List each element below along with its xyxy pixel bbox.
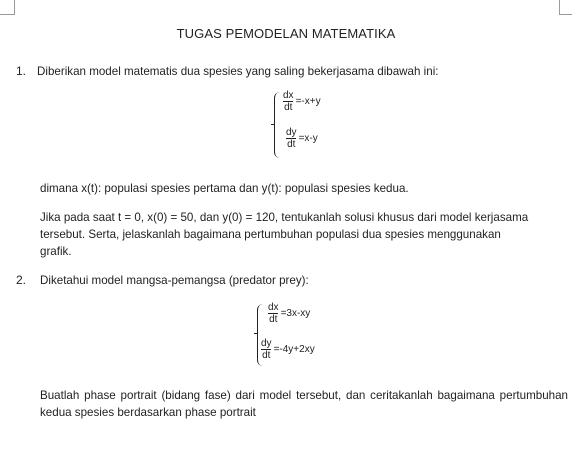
equation-rhs: =3x-xy	[280, 308, 311, 319]
fraction	[285, 127, 298, 150]
question-2-intro: Diketahui model mangsa-pemangsa (predator prey):	[40, 274, 309, 287]
denominator: dt	[262, 350, 271, 361]
crop-mark-top-right	[560, 14, 572, 15]
question-2-equation-system	[257, 302, 367, 368]
document-title: TUGAS PEMODELAN MATEMATIKA	[176, 26, 396, 41]
denominator: dt	[269, 314, 278, 325]
equation-dx-dt	[282, 90, 321, 113]
fraction	[260, 338, 273, 361]
crop-mark-top-right-vertical	[559, 0, 560, 15]
question-1-number: 1.	[16, 64, 27, 78]
fraction	[282, 90, 295, 113]
question-2-number: 2.	[16, 273, 27, 287]
crop-mark-top-left	[0, 14, 14, 15]
question-1-definition: dimana x(t): populasi spesies pertama dan y(t): populasi spesies kedua.	[40, 182, 409, 195]
denominator: dt	[287, 139, 296, 150]
equation-rhs: =-4y+2xy	[273, 344, 315, 355]
question-1-equation-system	[274, 90, 354, 160]
equation-dy-dt	[260, 338, 315, 361]
equation-rhs: =-x+y	[295, 96, 321, 107]
brace-tip	[254, 333, 257, 334]
equation-rhs: =x-y	[298, 133, 318, 144]
equation-dx-dt	[267, 302, 310, 325]
question-2-task: Buatlah phase portrait (bidang fase) dari model tersebut, dan ceritakanlah bagaimana pertumbuhan kedua spesies berdasarkan phase portrait	[40, 389, 568, 419]
crop-mark-top-left-vertical	[14, 0, 15, 15]
brace	[274, 92, 281, 158]
fraction	[267, 302, 280, 325]
question-1-intro: Diberikan model matematis dua spesies yang saling bekerjasama dibawah ini:	[37, 65, 439, 78]
numerator: dy	[286, 127, 297, 138]
equation-dy-dt	[285, 127, 318, 150]
brace-tip	[271, 124, 274, 125]
denominator: dt	[284, 102, 293, 113]
numerator: dy	[261, 338, 272, 349]
numerator: dx	[268, 302, 279, 313]
question-1-task: Jika pada saat t = 0, x(0) = 50, dan y(0) = 120, tentukanlah solusi khusus dari model kerjasama tersebut. Serta, jelaskanlah bagaimana pertumbuhan populasi dua spesies menggunakan grafik.	[40, 211, 529, 258]
numerator: dx	[283, 90, 294, 101]
